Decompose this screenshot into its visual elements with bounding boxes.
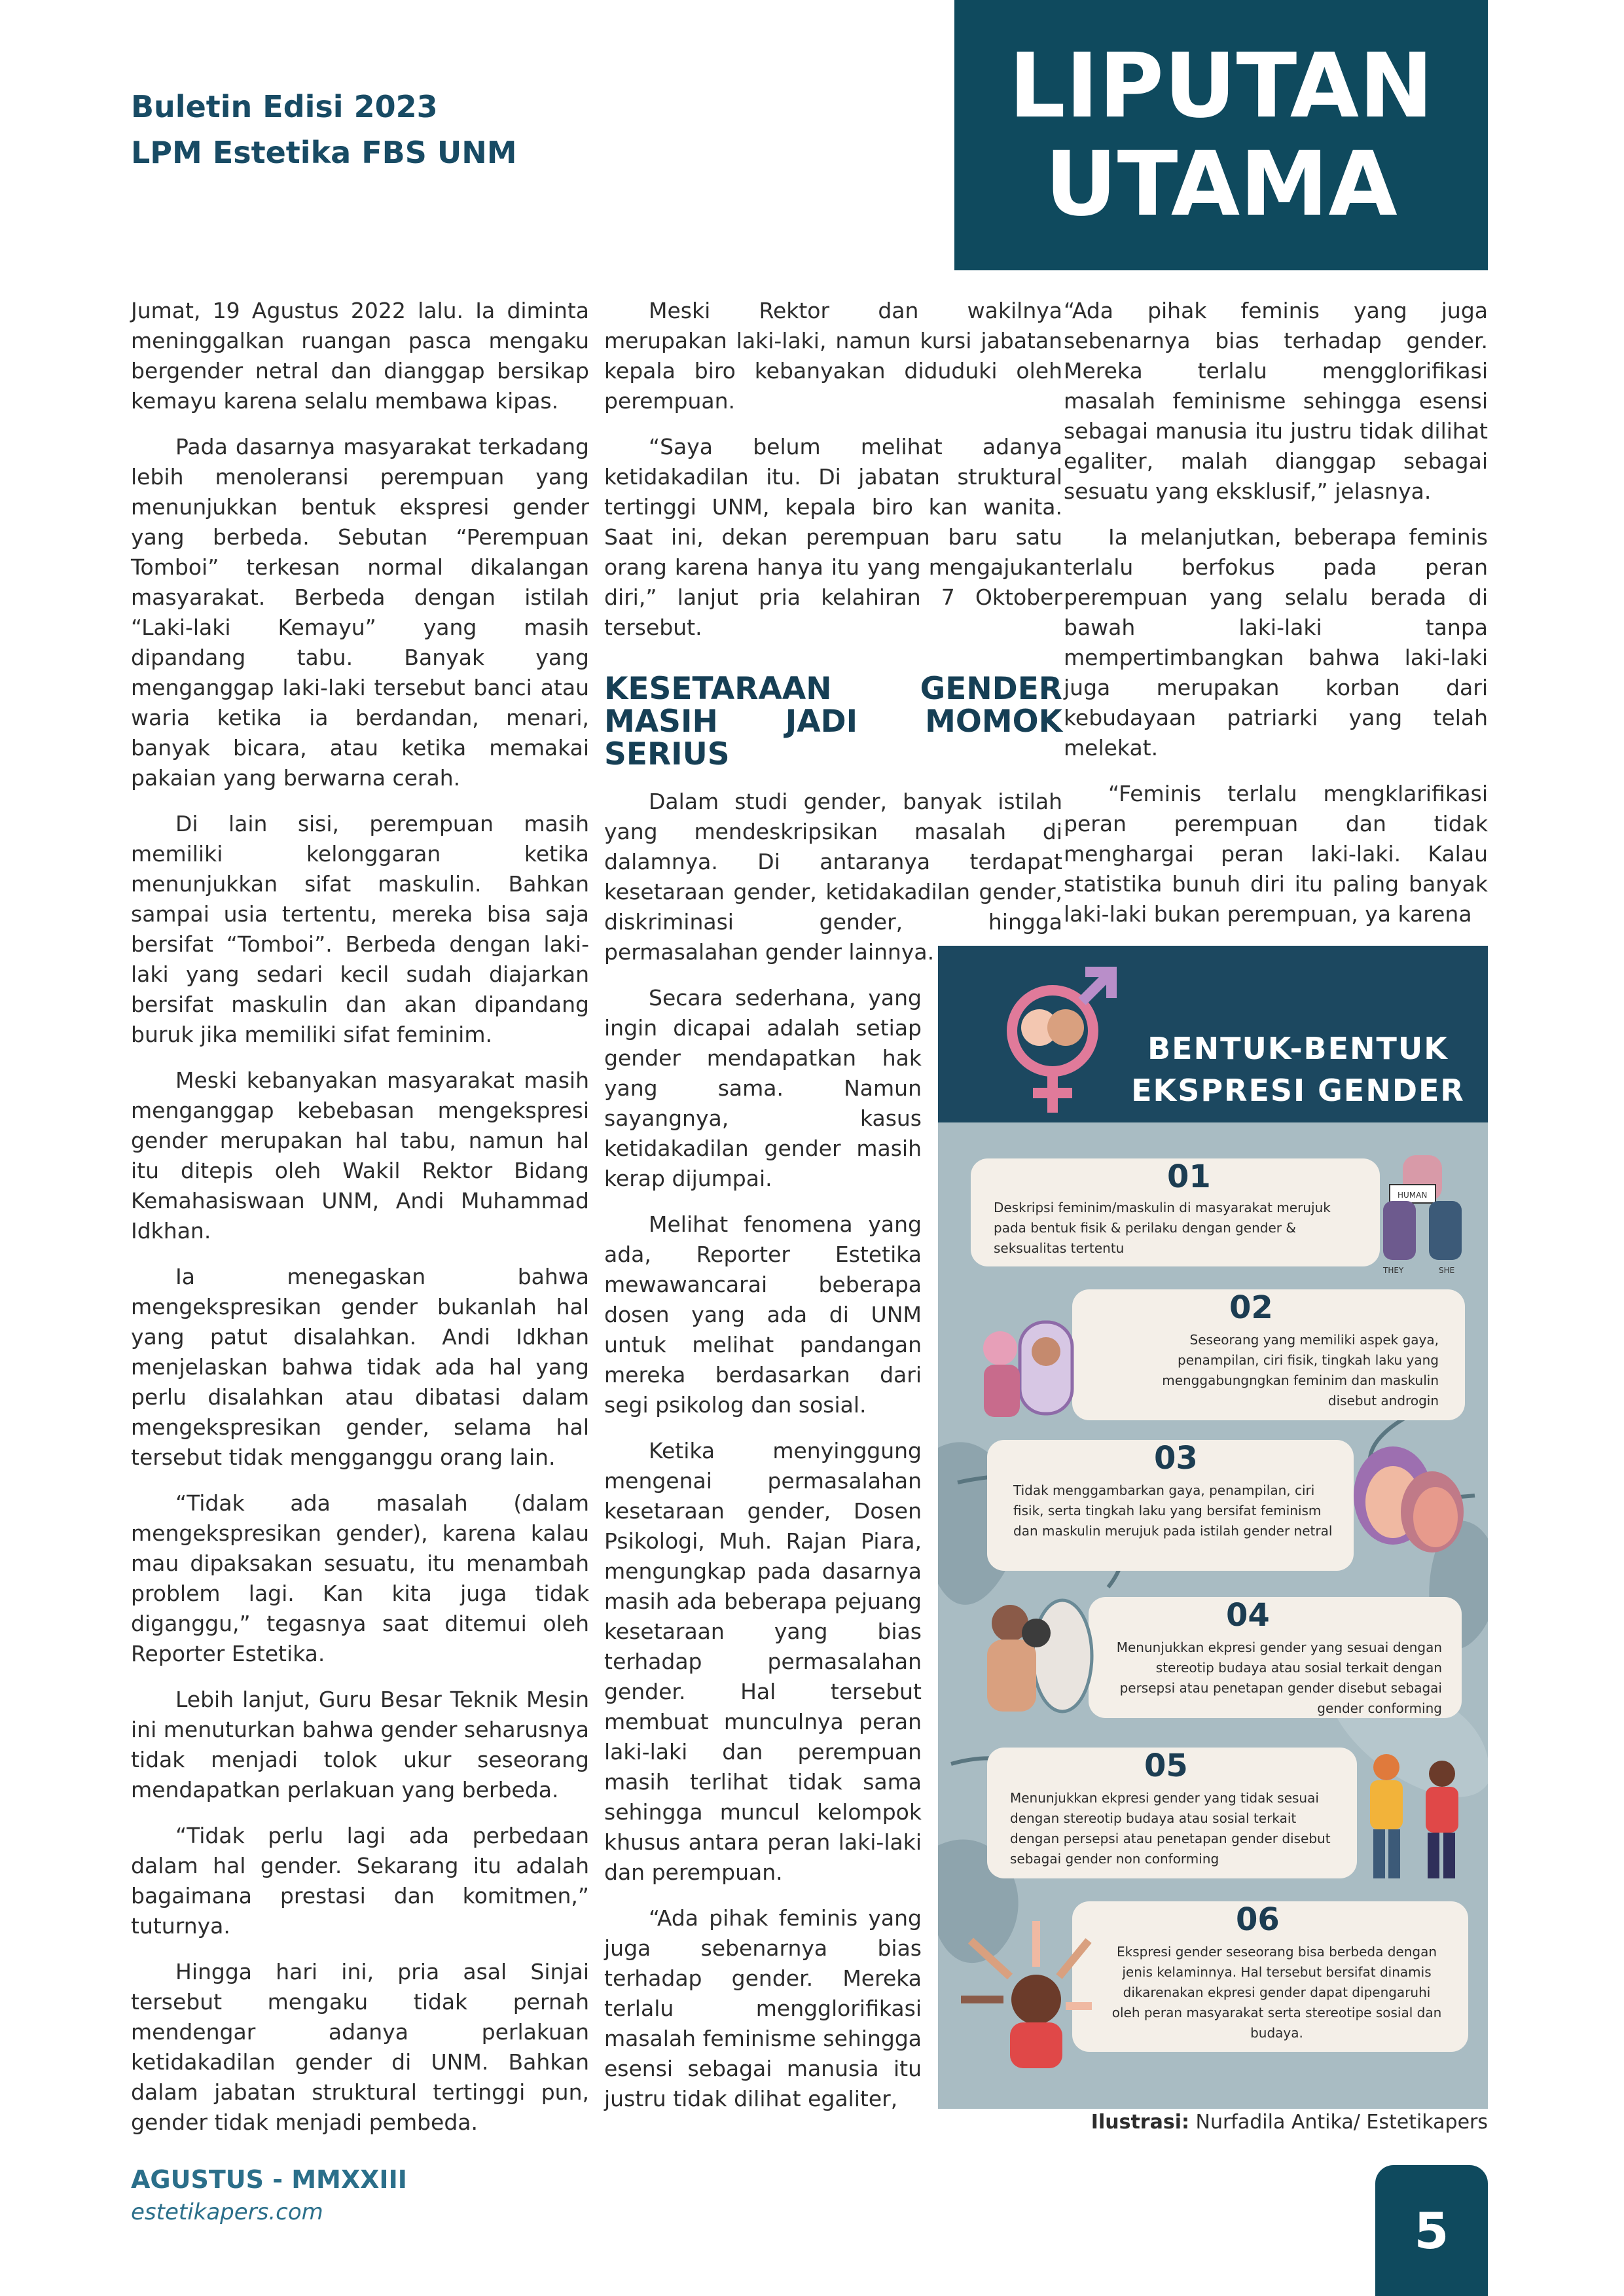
paragraph: “Ada pihak feminis yang juga sebenarnya bias terhadap gender. Mereka terlalu mengglorifikasi masalah feminisme sehingga esensi sebagai manusia itu justru tidak dilihat egaliter, malah dianggap sebagai sesuatu yang eksklusif,” jelasnya. [1064, 298, 1488, 504]
gender-symbol-icon [994, 962, 1125, 1119]
article-column-1 [131, 296, 589, 2153]
subheading: KESETARAAN GENDER MASIH JADI MOMOK SERIUS [604, 671, 1062, 772]
paragraph: “Tidak ada masalah (dalam mengekspresikan gender), karena kalau mau dipaksakan sesuatu, itu menambah problem lagi. Kan kita juga tidak diganggu,” tegasnya saat ditemui oleh Reporter Estetika. [131, 1490, 589, 1666]
card-text: Menunjukkan ekpresi gender yang tidak sesuai dengan stereotip budaya atau sosial terkait dengan persepsi atau penetapan gender disebut sebagai gender non conforming [1010, 1790, 1331, 1867]
card-text: Tidak menggambarkan gaya, penampilan, ciri fisik, serta tingkah laku yang bersifat feminism dan maskulin merujuk pada istilah gender netral [1013, 1482, 1333, 1539]
credit-text: Nurfadila Antika/ Estetikapers [1189, 2111, 1488, 2134]
paragraph: Dalam studi gender, banyak istilah yang mendeskripsikan masalah di dalamnya. Di antaranya terdapat kesetaraan gender, ketidakadilan gender, diskriminasi gender, hingga permasalahan gender lainnya. [604, 789, 1062, 965]
paragraph: Ketika menyinggung mengenai permasalahan kesetaraan gender, Dosen Psikologi, Muh. Rajan Piara, mengungkap pada dasarnya masih ada beberapa pejuang kesetaraan yang bias terhadap permasalahan gender. Hal tersebut membuat munculnya peran laki-laki dan perempuan masih terlihat tidak sama sehingga muncul kelompok khusus antara peran laki-laki dan perempuan. [604, 1438, 922, 1885]
infographic-title-line2: EKSPRESI GENDER [1131, 1073, 1465, 1108]
paragraph: Ia menegaskan bahwa mengekspresikan gender bukanlah hal yang patut disalahkan. Andi Idkhan menjelaskan bahwa tidak ada hal yang perlu disalahkan atau dibatasi dalam mengekspresikan gender, selama hal tersebut tidak mengganggu orang lain. [131, 1264, 589, 1470]
paragraph: Jumat, 19 Agustus 2022 lalu. Ia diminta meninggalkan ruangan pasca mengaku bergender netral dan dianggap bersikap kemayu karena selalu membawa kipas. [131, 298, 589, 414]
website-link[interactable]: estetikapers.com [131, 2199, 323, 2225]
paragraph: “Ada pihak feminis yang juga sebenarnya bias terhadap gender. Mereka terlalu mengglorifikasi masalah feminisme sehingga esensi sebagai manusia itu justru tidak dilihat egaliter, [604, 1905, 922, 2111]
card-text: Deskripsi feminim/maskulin di masyarakat merujuk pada bentuk fisik & perilaku dengan gender & seksualitas tertentu [994, 1200, 1331, 1256]
card-number: 04 [1226, 1597, 1270, 1634]
issue-date: AGUSTUS - MMXXIII [131, 2165, 407, 2194]
people-holding-sign-icon [1363, 1149, 1481, 1276]
paragraph: Ia melanjutkan, beberapa feminis terlalu berfokus pada peran perempuan yang selalu berada di bawah laki-laki tanpa mempertimbangkan bahwa laki-laki juga merupakan korban dari kebudayaan patriarki yang telah melekat. [1064, 524, 1488, 761]
paragraph: “Tidak perlu lagi ada perbedaan dalam hal gender. Sekarang itu adalah bagaimana prestasi dan komitmen,” tuturnya. [131, 1823, 589, 1939]
card-text: Menunjukkan ekpresi gender yang sesuai dengan stereotip budaya atau sosial terkait dengan persepsi atau penetapan gender disebut sebagai gender conforming [1116, 1640, 1442, 1716]
section-banner [954, 0, 1488, 270]
credit-label: Ilustrasi: [1091, 2111, 1189, 2134]
paragraph: Secara sederhana, yang ingin dicapai adalah setiap gender mendapatkan hak yang sama. Namun sayangnya, kasus ketidakadilan gender masih kerap dijumpai. [604, 985, 922, 1191]
mirror-reflection-icon [964, 1316, 1082, 1420]
sign-label: HUMAN [1398, 1191, 1428, 1200]
paragraph: Di lain sisi, perempuan masih memiliki kelonggaran ketika menunjukkan sifat maskulin. Bahkan sampai usia tertentu, mereka bisa saja bersifat “Tomboi”. Berbeda dengan laki-laki yang sedari kecil sudah diajarkan bersifat maskulin dan akan dipandang buruk jika memiliki sifat feminim. [131, 811, 589, 1047]
paragraph: “Saya belum melihat adanya ketidakadilan itu. Di jabatan struktural tertinggi UNM, kepala biro kan wanita. Saat ini, dekan perempuan baru satu orang karena hanya itu yang mengajukan diri,” lanjut pria kelahiran 7 Oktober tersebut. [604, 434, 1062, 640]
pointing-hands-icon [958, 1914, 1095, 2072]
infographic [938, 946, 1488, 2109]
section-title-line2: UTAMA [1045, 132, 1398, 236]
tag-she: SHE [1439, 1266, 1455, 1275]
info-card-02 [1072, 1289, 1465, 1420]
faces-illustration-icon [1341, 1433, 1471, 1571]
publication-org: LPM Estetika FBS UNM [131, 135, 517, 170]
info-card-04 [1089, 1597, 1462, 1718]
infographic-header [938, 946, 1488, 1122]
paragraph: Meski Rektor dan wakilnya merupakan laki-laki, namun kursi jabatan kepala biro kebanyakan diduduki oleh perempuan. [604, 298, 1062, 414]
article-column-3 [1064, 296, 1488, 945]
card-text: Ekspresi gender seseorang bisa berbeda dengan jenis kelaminnya. Hal tersebut bersifat dinamis dikarenakan ekpresi gender dapat dipengaruhi oleh peran masyarakat serta stereotipe sosial dan budaya. [1111, 1944, 1442, 2041]
infographic-title-line1: BENTUK-BENTUK [1147, 1031, 1449, 1066]
paragraph: Pada dasarnya masyarakat terkadang lebih menoleransi perempuan yang menunjukkan bentuk ekspresi gender yang berbeda. Sebutan “Perempuan Tomboi” terkesan normal dikalangan masyarakat. Berbeda dengan istilah “Laki-laki Kemayu” yang masih dipandang tabu. Banyak yang menganggap laki-laki tersebut banci atau waria ketika ia berdandan, menari, banyak bicara, atau ketika memakai pakaian yang berwarna cerah. [131, 434, 589, 791]
illustration-credit [1021, 2109, 1488, 2136]
paragraph: Lebih lanjut, Guru Besar Teknik Mesin ini menuturkan bahwa gender seharusnya tidak menjadi tolok ukur seseorang mendapatkan perlakuan yang berbeda. [131, 1687, 589, 1803]
card-number: 02 [1229, 1289, 1273, 1326]
paragraph: “Feminis terlalu mengklarifikasi peran perempuan dan tidak menghargai peran laki-laki. Kalau statistika bunuh diri itu paling banyak laki-laki bukan perempuan, ya karena [1064, 781, 1488, 927]
conforming-people-icon [967, 1594, 1098, 1718]
paragraph: Hingga hari ini, pria asal Sinjai tersebut mengaku tidak pernah mendengar adanya perlakuan ketidakadilan gender di UNM. Bahkan dalam jabatan struktural tertinggi pun, gender tidak menjadi pembeda. [131, 1959, 589, 2135]
non-conforming-people-icon [1350, 1748, 1475, 1885]
card-number: 01 [1167, 1158, 1211, 1195]
paragraph: Melihat fenomena yang ada, Reporter Estetika mewawancarai beberapa dosen yang ada di UNM untuk melihat pandangan mereka berdasarkan dari segi psikolog dan sosial. [604, 1211, 922, 1418]
card-number: 06 [1236, 1901, 1280, 1938]
info-card-01 [971, 1158, 1380, 1266]
paragraph: Meski kebanyakan masyarakat masih menganggap kebebasan mengekspresi gender merupakan hal tabu, namun hal itu ditepis oleh Wakil Rektor Bidang Kemahasiswaan UNM, Andi Muhammad Idkhan. [131, 1067, 589, 1244]
card-number: 03 [1154, 1440, 1198, 1477]
section-title-line1: LIPUTAN [1009, 34, 1434, 138]
info-card-06 [1072, 1901, 1468, 2052]
page-number: 5 [1375, 2165, 1488, 2296]
card-number: 05 [1144, 1748, 1188, 1784]
card-text: Seseorang yang memiliki aspek gaya, penampilan, ciri fisik, tingkah laku yang menggabungngkan feminim dan maskulin disebut androgin [1162, 1332, 1439, 1408]
narrow-text-block [604, 983, 922, 2114]
publication-name: Buletin Edisi 2023 [131, 89, 438, 124]
info-card-03 [987, 1440, 1354, 1571]
info-card-05 [987, 1748, 1357, 1878]
tag-they: THEY [1383, 1266, 1404, 1275]
